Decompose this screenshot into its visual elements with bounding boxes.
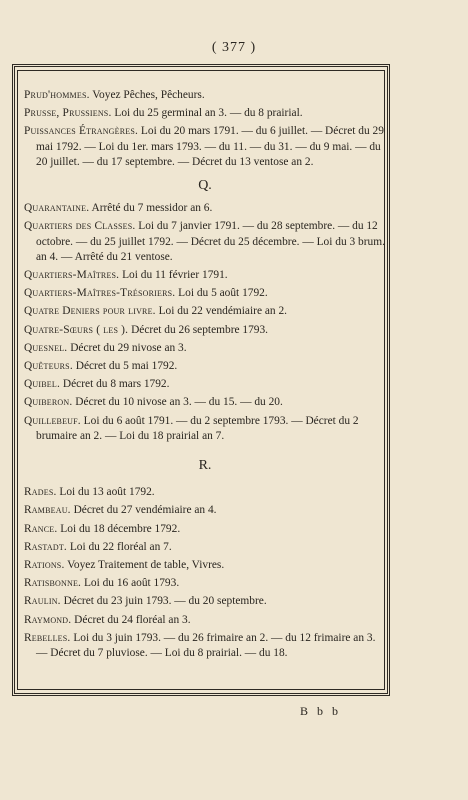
- entry-heading: Prud'hommes.: [24, 89, 90, 101]
- entries-r: [24, 485, 386, 661]
- index-entry: [24, 631, 386, 661]
- entry-heading: Quesnel.: [24, 341, 68, 354]
- entry-heading: Rebelles.: [24, 631, 71, 644]
- index-entry: [24, 201, 386, 216]
- entry-heading: Raulin.: [24, 595, 61, 608]
- entry-text: Loi du 11 février 1791.: [119, 269, 228, 282]
- entry-text: Décret du 26 septembre 1793.: [128, 323, 269, 336]
- index-entry: [24, 395, 386, 410]
- entry-text: Loi du 6 août 1791. — du 2 septembre 1793. — Décret du 2 brumaire an 2. — Loi du 18 prairial an 7.: [36, 414, 359, 442]
- entry-heading: Quatre Deniers pour livre.: [24, 305, 156, 318]
- entry-heading: Rambeau.: [24, 504, 71, 517]
- entry-heading: Raymond.: [24, 613, 72, 626]
- index-entry: [24, 594, 386, 609]
- entry-heading: Quartiers-Maîtres.: [24, 269, 120, 282]
- index-entry: [24, 286, 386, 301]
- entry-text: Loi du 7 janvier 1791. — du 28 septembre. — du 12 octobre. — du 25 juillet 1792. — Décret du 25 décembre. — Loi du 3 brum. an 4. — Arrêté du 21 ventose.: [36, 220, 385, 263]
- entry-heading: Rations.: [24, 559, 65, 572]
- entry-text: Loi du 3 juin 1793. — du 26 frimaire an 2. — du 12 frimaire an 3. — Décret du 7 pluviose. — Loi du 8 prairial. — du 18.: [36, 631, 376, 660]
- index-entry: [24, 219, 386, 265]
- entry-heading: Quarantaine.: [24, 202, 90, 215]
- entry-text: Loi du 22 vendémiaire an 2.: [155, 305, 287, 318]
- index-entry: [24, 304, 386, 319]
- page-number: ( 377 ): [211, 40, 257, 55]
- index-entry: [24, 576, 386, 591]
- entry-heading: Prusse, Prussiens.: [24, 107, 112, 120]
- entry-text: Loi du 25 germinal an 3. — du 8 prairial.: [111, 107, 303, 120]
- section-heading-q: Q.: [198, 178, 212, 194]
- index-entry: [24, 485, 386, 500]
- entry-text: Loi du 20 mars 1791. — du 6 juillet. — Décret du 29 mai 1792. — Loi du 1er. mars 1793. — du 11. — du 31. — du 9 mai. — du 20 juillet. — du 17 septembre. — Décret du 13 ventose an 2.: [36, 125, 384, 168]
- entry-text: Arrêté du 7 messidor an 6.: [89, 202, 213, 215]
- index-entry: [24, 341, 386, 356]
- entry-text: Décret du 24 floréal an 3.: [71, 613, 191, 626]
- index-entry: [24, 540, 386, 555]
- index-entry: [24, 414, 386, 444]
- entry-heading: Ratisbonne.: [24, 577, 82, 590]
- entry-heading: Quibel.: [24, 378, 61, 391]
- entry-heading: Quillebeuf.: [24, 414, 81, 427]
- entry-text: Loi du 5 août 1792.: [175, 287, 268, 300]
- index-entry: [24, 558, 386, 573]
- entry-text: Décret du 5 mai 1792.: [72, 360, 178, 373]
- entry-text: Voyez Traitement de table, Vivres.: [64, 559, 225, 572]
- entry-heading: Quartiers-Maîtres-Trésoriers.: [24, 287, 176, 300]
- index-entry: [24, 613, 386, 628]
- index-entry: [24, 377, 386, 392]
- entry-heading: Rades.: [24, 486, 57, 499]
- index-entry: [24, 359, 386, 374]
- index-entry: [24, 268, 386, 283]
- entry-heading: Quatre-Sœurs ( les ).: [24, 323, 129, 336]
- index-entry: [24, 503, 386, 518]
- index-entry: [24, 323, 386, 338]
- index-entry: [24, 522, 386, 537]
- entries-q: [24, 201, 386, 444]
- index-entry: [24, 124, 386, 170]
- entry-text: Voyez Pêches, Pêcheurs.: [89, 89, 205, 101]
- index-content: [24, 88, 386, 664]
- entry-text: Loi du 13 août 1792.: [56, 486, 155, 499]
- index-entry: [24, 88, 386, 103]
- entry-heading: Rastadt.: [24, 540, 67, 553]
- entry-text: Décret du 8 mars 1792.: [60, 378, 170, 391]
- index-entry: [24, 106, 386, 121]
- entry-text: Décret du 10 nivose an 3. — du 15. — du 20.: [72, 396, 283, 409]
- entry-heading: Quiberon.: [24, 396, 73, 409]
- entry-text: Loi du 18 décembre 1792.: [57, 522, 181, 535]
- entry-text: Loi du 16 août 1793.: [81, 577, 180, 590]
- signature-mark: B b b: [300, 704, 342, 718]
- entry-heading: Puissances Étrangères.: [24, 125, 139, 138]
- entry-heading: Quartiers des Classes.: [24, 220, 136, 233]
- entry-text: Décret du 27 vendémiaire an 4.: [70, 504, 217, 517]
- entry-heading: Quêteurs.: [24, 360, 73, 373]
- entry-text: Décret du 23 juin 1793. — du 20 septembre.: [60, 595, 267, 608]
- entries-p: [24, 88, 386, 170]
- entry-heading: Rance.: [24, 522, 58, 535]
- section-heading-r: R.: [198, 458, 212, 474]
- entry-text: Décret du 29 nivose an 3.: [67, 341, 187, 354]
- entry-text: Loi du 22 floréal an 7.: [66, 540, 172, 553]
